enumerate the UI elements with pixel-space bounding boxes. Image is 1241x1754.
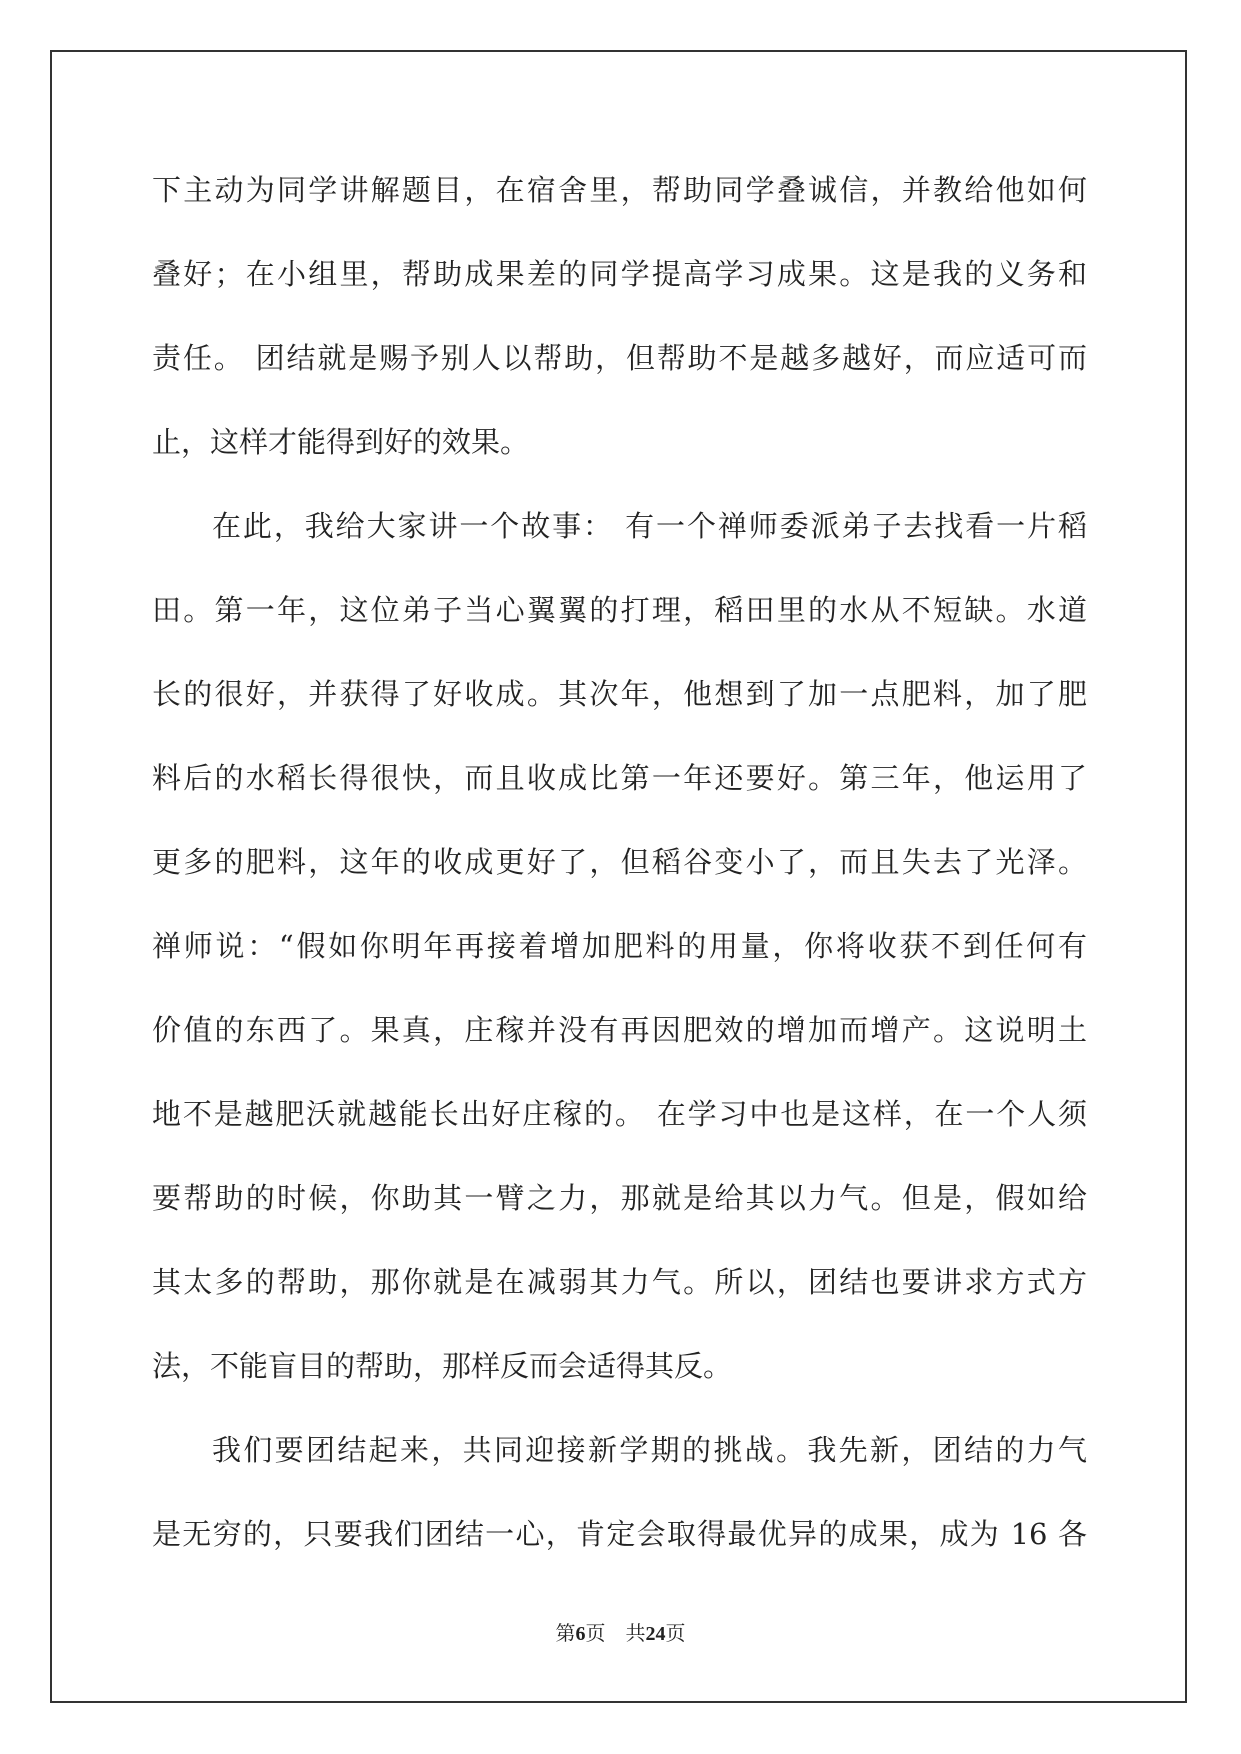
text-line: 料后的水稻长得很快，而且收成比第一年还要好。第三年，他运用了 (152, 761, 1087, 795)
page-total: 24 (645, 1623, 666, 1645)
text-line: 禅师说：“假如你明年再接着增加肥料的用量，你将收获不到任何有 (152, 929, 1087, 963)
text-line: 是无穷的，只要我们团结一心，肯定会取得最优异的成果，成为 16 各 (152, 1517, 1087, 1551)
text-line: 我们要团结起来，共同迎接新学期的挑战。我先新，团结的力气 (212, 1433, 1087, 1467)
text-line: 法，不能盲目的帮助，那样反而会适得其反。 (152, 1349, 733, 1383)
page-prefix: 第 (555, 1623, 576, 1645)
text-line: 其太多的帮助，那你就是在减弱其力气。所以，团结也要讲求方式方 (152, 1265, 1087, 1299)
total-suffix: 页 (665, 1623, 686, 1645)
page-number: 6 (575, 1623, 586, 1645)
text-line: 下主动为同学讲解题目，在宿舍里，帮助同学叠诚信，并教给他如何 (152, 173, 1087, 207)
page-suffix: 页 (585, 1623, 606, 1645)
text-line: 更多的肥料，这年的收成更好了，但稻谷变小了，而且失去了光泽。 (152, 845, 1087, 879)
text-line: 叠好；在小组里，帮助成果差的同学提高学习成果。这是我的义务和 (152, 257, 1087, 291)
text-line: 在此，我给大家讲一个故事： 有一个禅师委派弟子去找看一片稻 (212, 509, 1087, 543)
text-line: 地不是越肥沃就越能长出好庄稼的。 在学习中也是这样，在一个人须 (152, 1097, 1087, 1131)
text-line: 长的很好，并获得了好收成。其次年，他想到了加一点肥料，加了肥 (152, 677, 1087, 711)
text-line: 田。第一年，这位弟子当心翼翼的打理，稻田里的水从不短缺。水道 (152, 593, 1087, 627)
text-line: 价值的东西了。果真，庄稼并没有再因肥效的增加而增产。这说明土 (152, 1013, 1087, 1047)
text-line: 要帮助的时候，你助其一臂之力，那就是给其以力气。但是，假如给 (152, 1181, 1087, 1215)
document-body (152, 148, 1087, 1576)
text-line: 责任。 团结就是赐予别人以帮助，但帮助不是越多越好，而应适可而 (152, 341, 1087, 375)
page-footer (0, 1617, 1241, 1646)
text-line: 止，这样才能得到好的效果。 (152, 425, 530, 459)
total-prefix: 共 (625, 1623, 646, 1645)
